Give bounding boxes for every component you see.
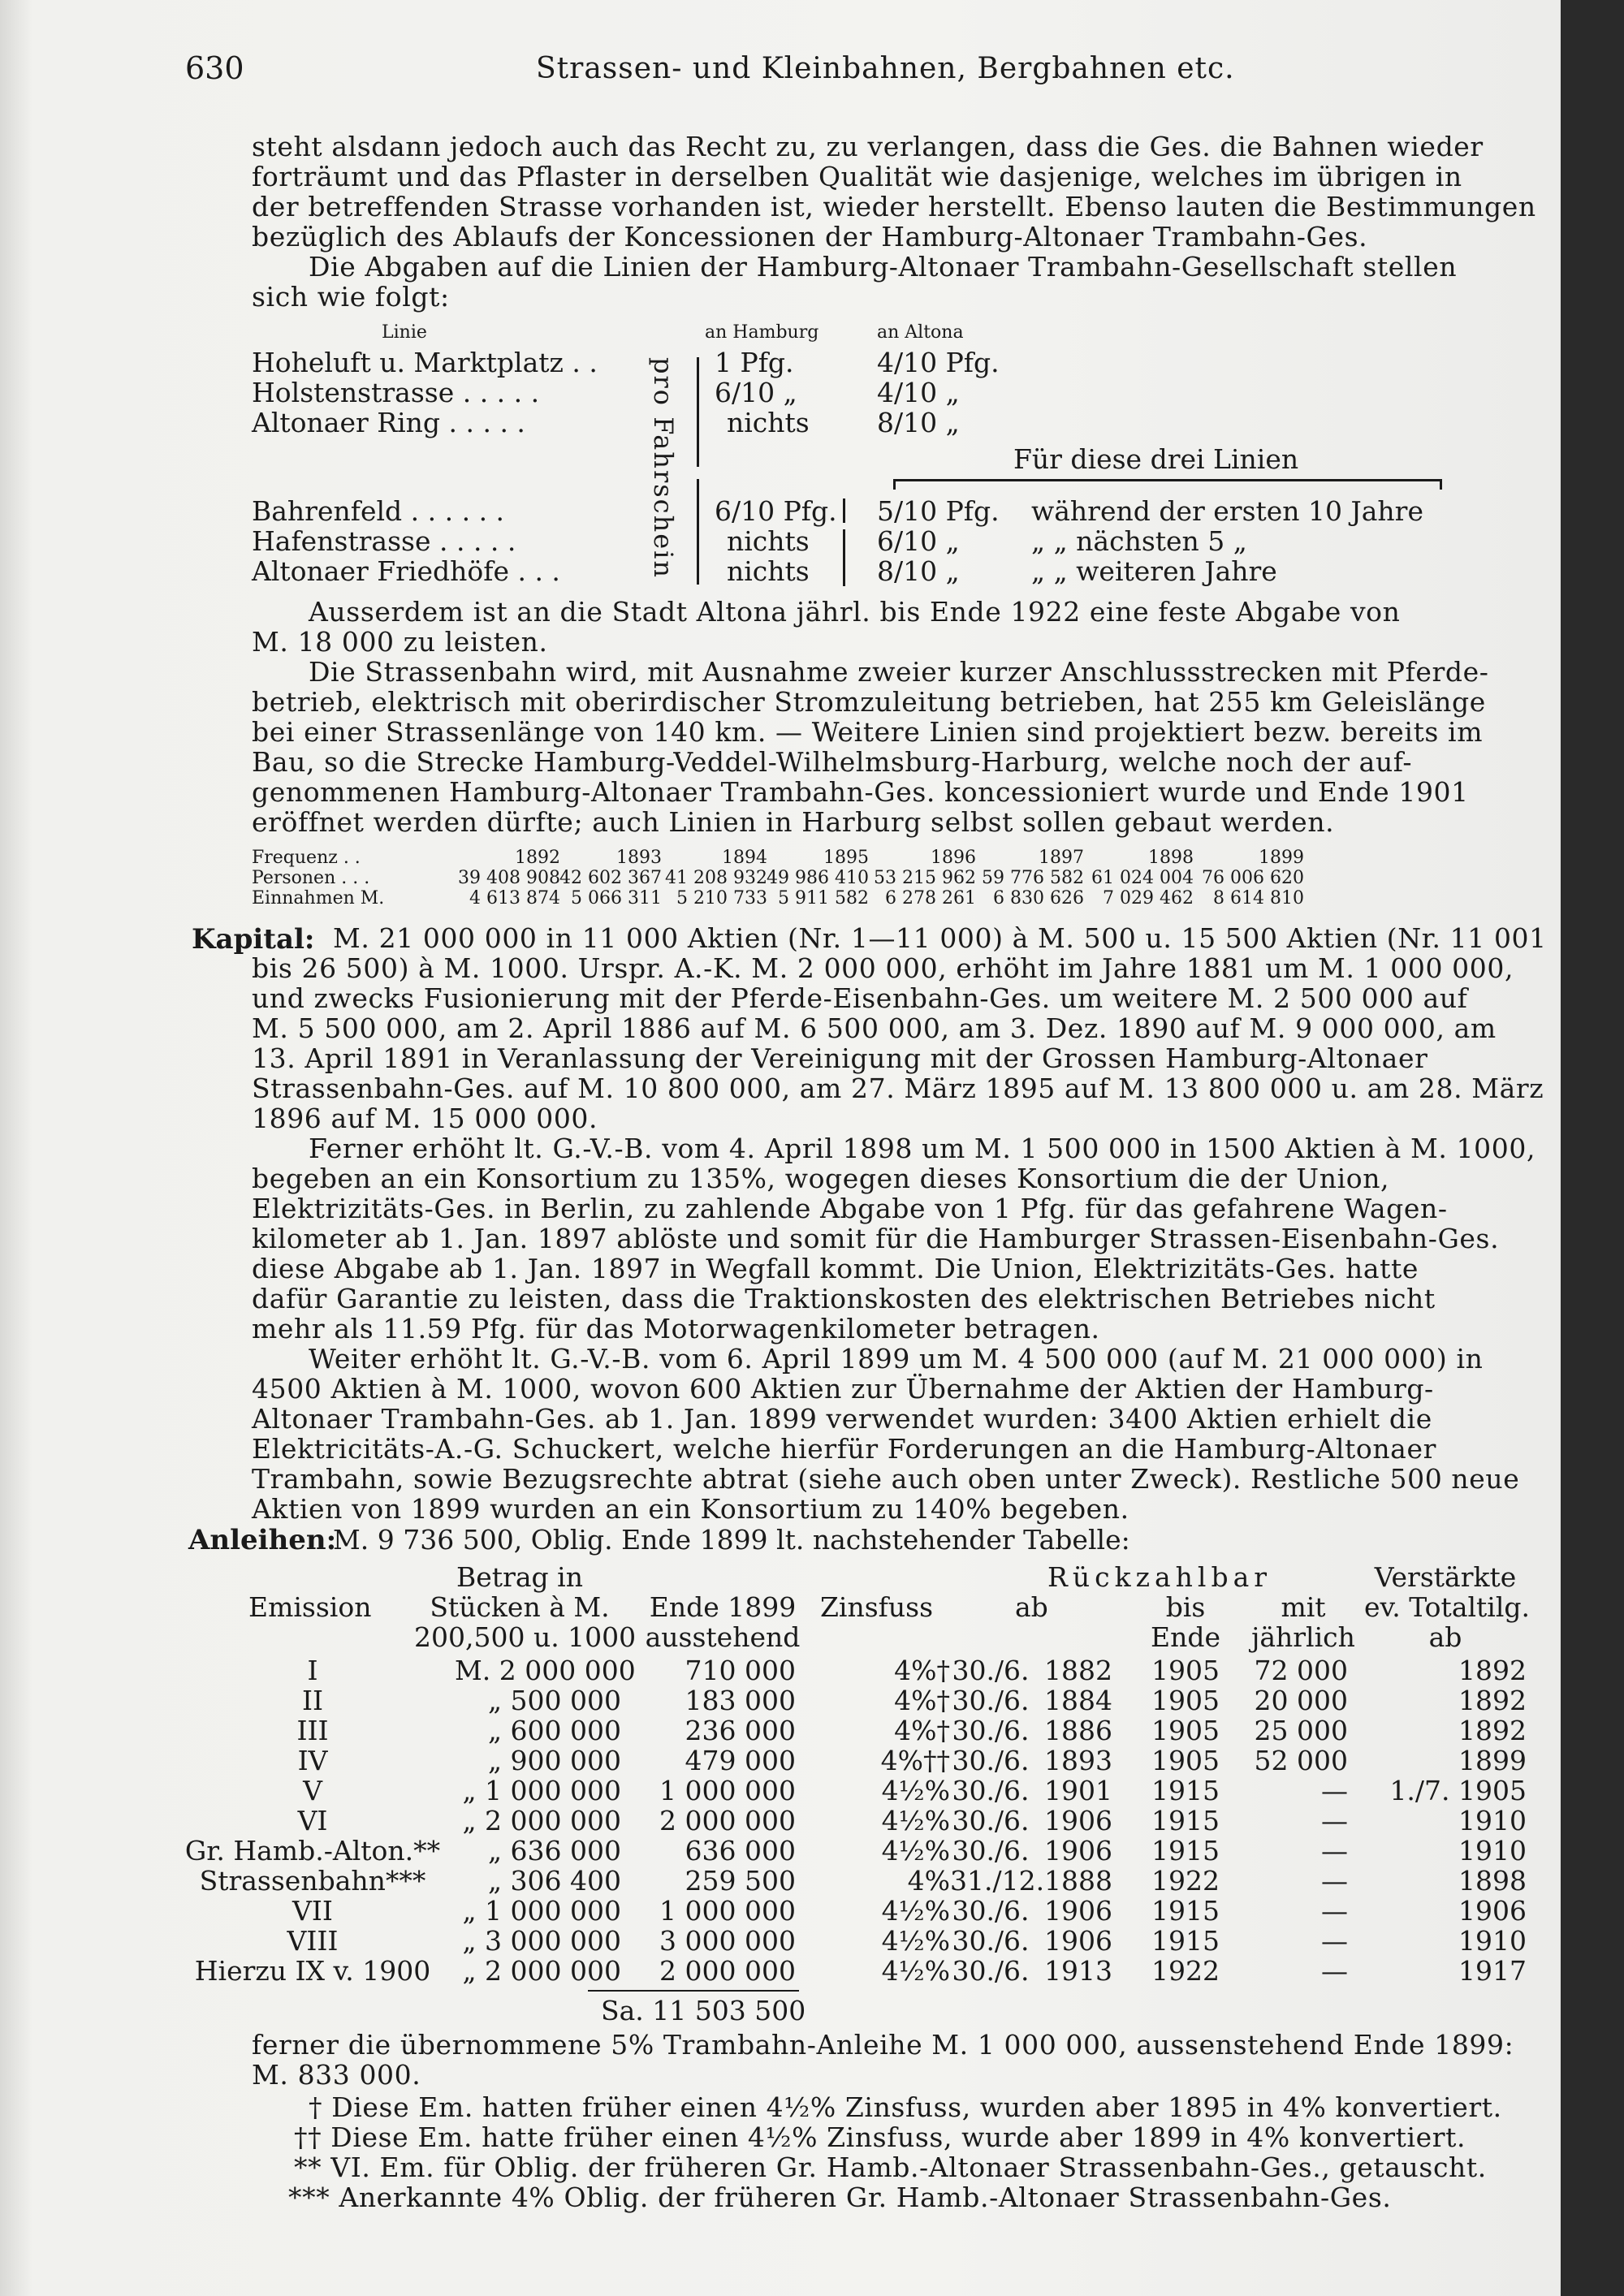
- row-jaehrlich: 20 000: [1254, 1685, 1348, 1716]
- footer-line: M. 833 000.: [252, 2059, 421, 2091]
- intro-line: Die Abgaben auf die Linien der Hamburg-Altonaer Trambahn-Gesellschaft stellen: [309, 251, 1458, 283]
- row-ab: 1906: [1044, 1805, 1112, 1836]
- head-betrag: Stücken à M.: [430, 1591, 610, 1623]
- row-betrag: „ 306 400: [487, 1865, 621, 1897]
- body-line: Die Strassenbahn wird, mit Ausnahme zweier kurzer Anschlussstrecken mit Pferde-: [309, 656, 1489, 688]
- row-zins: 4%†: [894, 1715, 950, 1746]
- abgaben-altona: 4/10 Pfg.: [877, 347, 1000, 378]
- abgaben-hamburg: 6/10 „: [715, 377, 797, 408]
- row-bis: 1915: [1151, 1925, 1220, 1957]
- frequenz-year: 1893: [616, 848, 662, 868]
- row-ab: 1884: [1044, 1685, 1112, 1716]
- footnote: † Diese Em. hatten früher einen 4½% Zinsfuss, wurden aber 1895 in 4% konvertiert.: [309, 2091, 1502, 2123]
- abgaben-linie: Hafenstrasse . . . . .: [252, 525, 516, 557]
- head-jaehrlich: jährlich: [1251, 1621, 1355, 1653]
- row-betrag: M. 2 000 000: [455, 1655, 636, 1686]
- frequenz-personen: 41 208 932: [665, 868, 767, 888]
- row-emission: Hierzu IX v. 1900: [194, 1955, 431, 1987]
- row-betrag: „ 1 000 000: [462, 1895, 621, 1927]
- brace-left-upper: [689, 357, 699, 467]
- row-jaehrlich: —: [1321, 1805, 1348, 1836]
- row-ende: 2 000 000: [659, 1955, 796, 1987]
- kapital-line: Elektricitäts-A.-G. Schuckert, welche hierfür Forderungen an die Hamburg-Altonaer: [252, 1433, 1436, 1465]
- intro-line: bezüglich des Ablaufs der Koncessionen der Hamburg-Altonaer Trambahn-Ges.: [252, 221, 1368, 252]
- row-jaehrlich: —: [1321, 1895, 1348, 1927]
- footnote: ** VI. Em. für Oblig. der früheren Gr. Hamb.-Altonaer Strassenbahn-Ges., getauscht.: [294, 2151, 1487, 2183]
- body-line: bei einer Strassenlänge von 140 km. — Weitere Linien sind projektiert bezw. bereits im: [252, 716, 1484, 748]
- row-bis: 1922: [1151, 1955, 1220, 1987]
- abgaben-hamburg: nichts: [727, 525, 810, 557]
- head-ab: ab: [1015, 1591, 1048, 1623]
- row-verst: 1910: [1458, 1835, 1527, 1867]
- frequenz-einnahmen: 6 278 261: [885, 888, 976, 908]
- row-term: 30./6.: [952, 1805, 1030, 1836]
- row-bis: 1905: [1151, 1685, 1220, 1716]
- frequenz-personen: 53 215 962: [874, 868, 976, 888]
- kapital-line: und zwecks Fusionierung mit der Pferde-Eisenbahn-Ges. um weitere M. 2 500 000 auf: [252, 982, 1468, 1014]
- kapital-line: diese Abgabe ab 1. Jan. 1897 in Wegfall kommt. Die Union, Elektrizitäts-Ges. hatte: [252, 1253, 1419, 1284]
- row-jaehrlich: 25 000: [1254, 1715, 1348, 1746]
- row-bis: 1905: [1151, 1715, 1220, 1746]
- kapital-line: kilometer ab 1. Jan. 1897 ablöste und somit für die Hamburger Strassen-Eisenbahn-Ges.: [252, 1223, 1500, 1254]
- body-line: Ausserdem ist an die Stadt Altona jährl. bis Ende 1922 eine feste Abgabe von: [309, 596, 1401, 628]
- kapital-line: begeben an ein Konsortium zu 135%, wogegen dieses Konsortium die der Union,: [252, 1163, 1390, 1194]
- abgaben-hamburg: 1 Pfg.: [715, 347, 794, 378]
- row-verst: 1892: [1458, 1715, 1527, 1746]
- row-verst: 1906: [1458, 1895, 1527, 1927]
- row-ab: 1906: [1044, 1895, 1112, 1927]
- row-verst: 1910: [1458, 1925, 1527, 1957]
- row-betrag: „ 636 000: [487, 1835, 621, 1867]
- kapital-line: Trambahn, sowie Bezugsrechte abtrat (siehe auch oben unter Zweck). Restliche 500 neue: [252, 1463, 1520, 1495]
- abgaben-head-hamburg: an Hamburg: [705, 322, 819, 343]
- row-betrag: „ 2 000 000: [462, 1955, 621, 1987]
- kapital-line: Aktien von 1899 wurden an ein Konsortium zu 140% begeben.: [252, 1493, 1129, 1525]
- row-emission: Strassenbahn***: [199, 1865, 426, 1897]
- row-emission: VIII: [287, 1925, 339, 1957]
- kapital-line: 1896 auf M. 15 000 000.: [252, 1103, 598, 1134]
- kapital-line: 4500 Aktien à M. 1000, wovon 600 Aktien zur Übernahme der Aktien der Hamburg-: [252, 1373, 1434, 1405]
- row-jaehrlich: —: [1321, 1925, 1348, 1957]
- kapital-line: Strassenbahn-Ges. auf M. 10 800 000, am 27. März 1895 auf M. 13 800 000 u. am 28. März: [252, 1072, 1544, 1104]
- frequenz-label: Einnahmen M.: [252, 888, 385, 908]
- row-ab: 1906: [1044, 1925, 1112, 1957]
- head-bis: bis: [1165, 1591, 1206, 1623]
- row-zins: 4%†: [894, 1655, 950, 1686]
- row-betrag: „ 500 000: [487, 1685, 621, 1716]
- abgaben-altona: 8/10 „: [877, 555, 960, 587]
- frequenz-einnahmen: 6 830 626: [993, 888, 1084, 908]
- row-verst: 1892: [1458, 1685, 1527, 1716]
- footnote: *** Anerkannte 4% Oblig. der früheren Gr. Hamb.-Altonaer Strassenbahn-Ges.: [288, 2182, 1392, 2213]
- head-emission: Emission: [248, 1591, 372, 1623]
- kapital-line: Altonaer Trambahn-Ges. ab 1. Jan. 1899 verwendet wurden: 3400 Aktien erhielt die: [252, 1403, 1432, 1435]
- frequenz-label: Personen . . .: [252, 868, 370, 888]
- frequenz-einnahmen: 5 066 311: [571, 888, 662, 908]
- scan-edge-shadow: [1561, 0, 1624, 2296]
- anleihen-intro: M. 9 736 500, Oblig. Ende 1899 lt. nachstehender Tabelle:: [333, 1524, 1130, 1556]
- brace-small: [835, 529, 845, 586]
- row-ab: 1913: [1044, 1955, 1112, 1987]
- abgaben-hamburg: nichts: [727, 555, 810, 587]
- kapital-line: bis 26 500) à M. 1000. Urspr. A.-K. M. 2 000 000, erhöht im Jahre 1881 um M. 1 000 000,: [252, 952, 1514, 984]
- row-verst: 1910: [1458, 1805, 1527, 1836]
- row-emission: V: [303, 1775, 322, 1806]
- footnote: †† Diese Em. hatte früher einen 4½% Zinsfuss, wurde aber 1899 in 4% konvertiert.: [294, 2121, 1466, 2153]
- abgaben-linie: Altonaer Friedhöfe . . .: [252, 555, 560, 587]
- running-title: Strassen- und Kleinbahnen, Bergbahnen etc.: [536, 52, 1235, 85]
- head-zinsfuss: Zinsfuss: [820, 1591, 934, 1623]
- frequenz-einnahmen: 5 210 733: [676, 888, 767, 908]
- frequenz-einnahmen: 5 911 582: [778, 888, 869, 908]
- row-ende: 183 000: [685, 1685, 796, 1716]
- frequenz-label: Frequenz . .: [252, 848, 361, 868]
- row-ende: 236 000: [685, 1715, 796, 1746]
- row-betrag: „ 600 000: [487, 1715, 621, 1746]
- abgaben-altona: 4/10 „: [877, 377, 960, 408]
- row-betrag: „ 3 000 000: [462, 1925, 621, 1957]
- kapital-line: mehr als 11.59 Pfg. für das Motorwagenkilometer betragen.: [252, 1313, 1100, 1344]
- row-ab: 1893: [1044, 1745, 1112, 1776]
- intro-line: der betreffenden Strasse vorhanden ist, wieder herstellt. Ebenso lauten die Bestimmungen: [252, 191, 1536, 222]
- row-ende: 479 000: [685, 1745, 796, 1776]
- row-bis: 1915: [1151, 1835, 1220, 1867]
- frequenz-personen: 59 776 582: [982, 868, 1084, 888]
- row-term: 30./6.: [952, 1655, 1030, 1686]
- row-emission: VI: [297, 1805, 328, 1836]
- row-ab: 1886: [1044, 1715, 1112, 1746]
- row-zins: 4½%: [881, 1925, 950, 1957]
- abgaben-head-altona: an Altona: [877, 322, 964, 343]
- frequenz-personen: 76 006 620: [1202, 868, 1304, 888]
- row-jaehrlich: 52 000: [1254, 1745, 1348, 1776]
- kapital-label: Kapital:: [192, 923, 315, 956]
- abgaben-hamburg: nichts: [727, 407, 810, 438]
- head-verst: ev. Totaltilg.: [1364, 1591, 1531, 1623]
- footer-line: ferner die übernommene 5% Trambahn-Anleihe M. 1 000 000, aussenstehend Ende 1899:: [252, 2029, 1514, 2061]
- anleihen-sum: Sa. 11 503 500: [601, 1995, 806, 2026]
- row-emission: I: [307, 1655, 318, 1686]
- kapital-line: 13. April 1891 in Veranlassung der Vereinigung mit der Grossen Hamburg-Altonaer: [252, 1042, 1428, 1074]
- frequenz-personen: 39 408 908: [458, 868, 560, 888]
- sum-rule: [588, 1990, 799, 1992]
- row-bis: 1915: [1151, 1775, 1220, 1806]
- head-rueckzahlbar: Rückzahlbar: [1047, 1561, 1272, 1593]
- frequenz-year: 1894: [722, 848, 767, 868]
- kapital-line: M. 5 500 000, am 2. April 1886 auf M. 6 500 000, am 3. Dez. 1890 auf M. 9 000 000, am: [252, 1012, 1497, 1044]
- row-bis: 1922: [1151, 1865, 1220, 1897]
- abgaben-linie: Bahrenfeld . . . . . .: [252, 495, 505, 527]
- abgaben-linie: Holstenstrasse . . . . .: [252, 377, 540, 408]
- abgaben-note: während der ersten 10 Jahre: [1031, 495, 1423, 527]
- page-number: 630: [185, 50, 244, 86]
- head-verst: Verstärkte: [1374, 1561, 1517, 1593]
- row-ende: 3 000 000: [659, 1925, 796, 1957]
- side-label-pro-fahrschein: pro Fahrschein: [648, 357, 679, 579]
- abgaben-hamburg: 6/10 Pfg.: [715, 495, 837, 527]
- frequenz-personen: 42 602 367: [559, 868, 662, 888]
- row-emission: III: [296, 1715, 329, 1746]
- row-ende: 710 000: [685, 1655, 796, 1686]
- body-line: eröffnet werden dürfte; auch Linien in Harburg selbst sollen gebaut werden.: [252, 806, 1335, 838]
- row-zins: 4%: [907, 1865, 950, 1897]
- frequenz-year: 1892: [515, 848, 560, 868]
- row-betrag: „ 900 000: [487, 1745, 621, 1776]
- row-bis: 1905: [1151, 1655, 1220, 1686]
- body-line: genommenen Hamburg-Altonaer Trambahn-Ges. koncessioniert wurde und Ende 1901: [252, 776, 1469, 808]
- kapital-line: dafür Garantie zu leisten, dass die Traktionskosten des elektrischen Betriebes nicht: [252, 1283, 1436, 1314]
- row-term: 30./6.: [952, 1895, 1030, 1927]
- row-term: 30./6.: [952, 1775, 1030, 1806]
- frequenz-year: 1899: [1259, 848, 1304, 868]
- frequenz-year: 1898: [1148, 848, 1194, 868]
- body-line: M. 18 000 zu leisten.: [252, 626, 548, 658]
- row-term: 30./6.: [952, 1925, 1030, 1957]
- row-term: 31./12.: [950, 1865, 1045, 1897]
- row-term: 30./6.: [952, 1685, 1030, 1716]
- head-betrag: Betrag in: [456, 1561, 583, 1593]
- row-term: 30./6.: [952, 1745, 1030, 1776]
- row-betrag: „ 2 000 000: [462, 1805, 621, 1836]
- row-bis: 1915: [1151, 1895, 1220, 1927]
- abgaben-head-linie: Linie: [382, 322, 427, 343]
- abgaben-altona: 8/10 „: [877, 407, 960, 438]
- row-zins: 4½%: [881, 1955, 950, 1987]
- row-ende: 1 000 000: [659, 1895, 796, 1927]
- row-bis: 1905: [1151, 1745, 1220, 1776]
- abgaben-linie: Hoheluft u. Marktplatz . .: [252, 347, 598, 378]
- row-betrag: „ 1 000 000: [462, 1775, 621, 1806]
- row-term: 30./6.: [952, 1835, 1030, 1867]
- row-verst: 1898: [1458, 1865, 1527, 1897]
- frequenz-einnahmen: 4 613 874: [469, 888, 560, 908]
- row-emission: IV: [297, 1745, 328, 1776]
- abgaben-group-note: Für diese drei Linien: [1013, 443, 1299, 475]
- row-bis: 1915: [1151, 1805, 1220, 1836]
- row-zins: 4½%: [881, 1805, 950, 1836]
- row-ende: 2 000 000: [659, 1805, 796, 1836]
- row-ab: 1882: [1044, 1655, 1112, 1686]
- row-jaehrlich: 72 000: [1254, 1655, 1348, 1686]
- kapital-line: Elektrizitäts-Ges. in Berlin, zu zahlende Abgabe von 1 Pfg. für das gefahrene Wagen-: [252, 1193, 1448, 1224]
- row-zins: 4%†: [894, 1685, 950, 1716]
- kapital-line: Ferner erhöht lt. G.-V.-B. vom 4. April 1898 um M. 1 500 000 in 1500 Aktien à M. 1000,: [309, 1133, 1536, 1164]
- row-ab: 1888: [1044, 1865, 1112, 1897]
- row-verst: 1892: [1458, 1655, 1527, 1686]
- brace-left-lower: [689, 479, 699, 585]
- row-ende: 636 000: [685, 1835, 796, 1867]
- kapital-line: M. 21 000 000 in 11 000 Aktien (Nr. 1—11 000) à M. 500 u. 15 500 Aktien (Nr. 11 001: [333, 922, 1547, 954]
- abgaben-note: „ „ weiteren Jahre: [1031, 555, 1277, 587]
- body-line: Bau, so die Strecke Hamburg-Veddel-Wilhelmsburg-Harburg, welche noch der auf-: [252, 746, 1413, 778]
- row-emission: VII: [292, 1895, 333, 1927]
- row-jaehrlich: —: [1321, 1955, 1348, 1987]
- abgaben-note: „ „ nächsten 5 „: [1031, 525, 1247, 557]
- anleihen-label: Anleihen:: [188, 1524, 337, 1556]
- abgaben-altona: 5/10 Pfg.: [877, 495, 1000, 527]
- row-jaehrlich: —: [1321, 1865, 1348, 1897]
- head-ende: ausstehend: [645, 1621, 801, 1653]
- frequenz-year: 1896: [931, 848, 976, 868]
- intro-line: forträumt und das Pflaster in derselben Qualität wie dasjenige, welches im übrigen in: [252, 161, 1462, 192]
- frequenz-personen: 61 024 004: [1091, 868, 1194, 888]
- row-verst: 1./7. 1905: [1389, 1775, 1527, 1806]
- brace-small: [835, 498, 845, 523]
- row-emission: Gr. Hamb.-Alton.**: [184, 1835, 441, 1867]
- row-verst: 1899: [1458, 1745, 1527, 1776]
- head-verst: ab: [1428, 1621, 1462, 1653]
- frequenz-year: 1895: [823, 848, 869, 868]
- row-ende: 1 000 000: [659, 1775, 796, 1806]
- head-bis: Ende: [1151, 1621, 1220, 1653]
- brace-top: [893, 479, 1442, 490]
- row-term: 30./6.: [952, 1715, 1030, 1746]
- row-zins: 4%††: [880, 1745, 950, 1776]
- head-betrag: 200,500 u. 1000: [414, 1621, 637, 1653]
- row-zins: 4½%: [881, 1835, 950, 1867]
- frequenz-year: 1897: [1039, 848, 1084, 868]
- head-ende: Ende 1899: [649, 1591, 797, 1623]
- row-jaehrlich: —: [1321, 1775, 1348, 1806]
- abgaben-linie: Altonaer Ring . . . . .: [252, 407, 525, 438]
- row-ab: 1906: [1044, 1835, 1112, 1867]
- row-zins: 4½%: [881, 1775, 950, 1806]
- row-ab: 1901: [1044, 1775, 1112, 1806]
- abgaben-altona: 6/10 „: [877, 525, 960, 557]
- row-jaehrlich: —: [1321, 1835, 1348, 1867]
- intro-line: sich wie folgt:: [252, 281, 450, 313]
- kapital-line: Weiter erhöht lt. G.-V.-B. vom 6. April 1899 um M. 4 500 000 (auf M. 21 000 000) in: [309, 1343, 1484, 1375]
- frequenz-einnahmen: 7 029 462: [1103, 888, 1194, 908]
- row-zins: 4½%: [881, 1895, 950, 1927]
- intro-line: steht alsdann jedoch auch das Recht zu, zu verlangen, dass die Ges. die Bahnen wieder: [252, 131, 1484, 162]
- row-emission: II: [301, 1685, 324, 1716]
- body-line: betrieb, elektrisch mit oberirdischer Stromzuleitung betrieben, hat 255 km Geleislänge: [252, 686, 1486, 718]
- head-jaehrlich: mit: [1281, 1591, 1326, 1623]
- row-verst: 1917: [1458, 1955, 1527, 1987]
- frequenz-einnahmen: 8 614 810: [1213, 888, 1304, 908]
- row-ende: 259 500: [685, 1865, 796, 1897]
- frequenz-personen: 49 986 410: [767, 868, 869, 888]
- row-term: 30./6.: [952, 1955, 1030, 1987]
